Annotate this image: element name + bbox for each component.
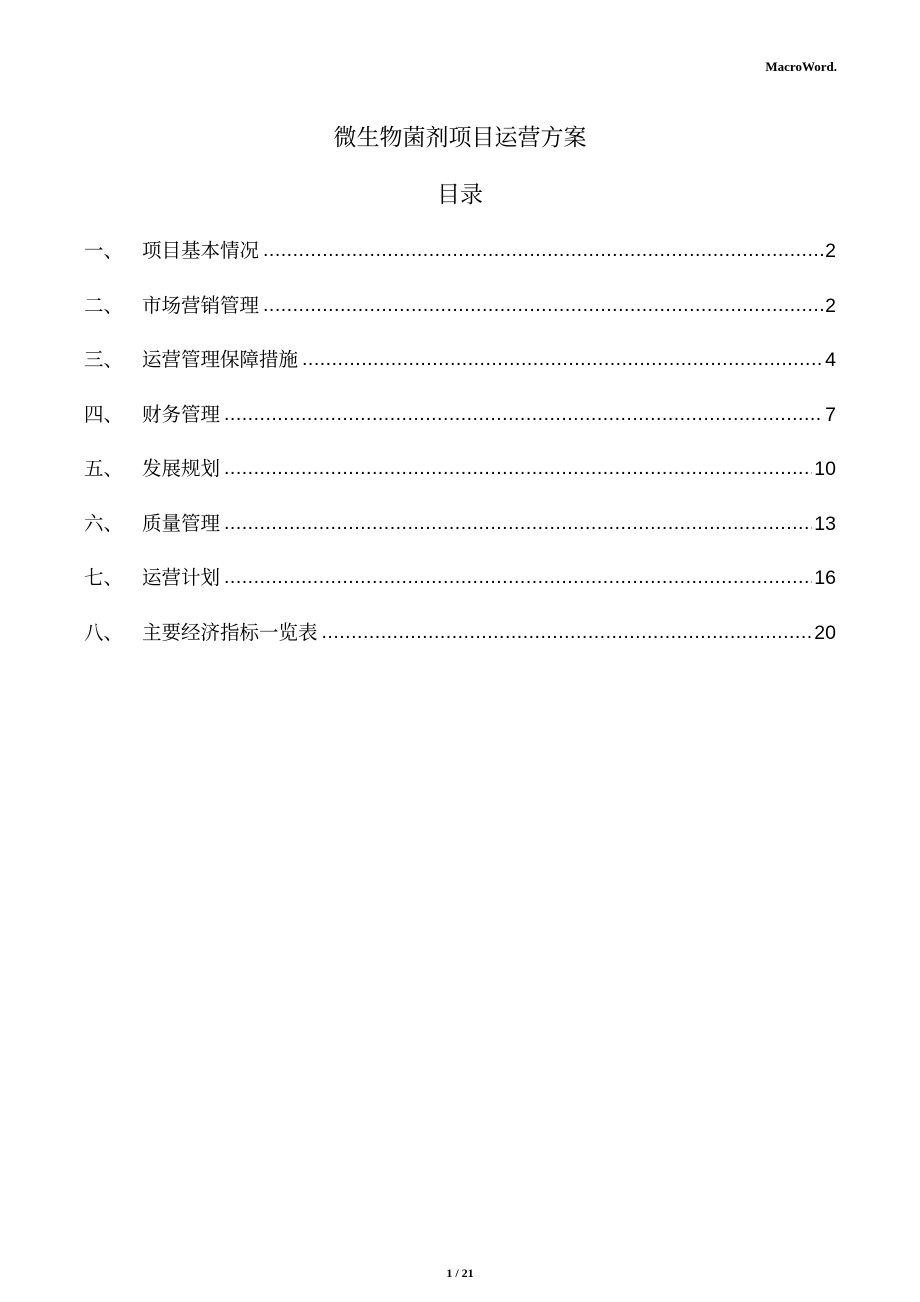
toc-entry-number: 六、 <box>84 511 124 535</box>
toc-dot-leader <box>322 616 813 648</box>
document-title: 微生物菌剂项目运营方案 <box>333 125 587 151</box>
toc-dot-leader <box>302 343 823 375</box>
toc-entry-page: 16 <box>814 567 836 589</box>
toc-entry[interactable] <box>84 235 836 290</box>
toc-entry-number: 八、 <box>84 620 124 644</box>
toc-entry-label: 财务管理 <box>142 402 221 426</box>
toc-dot-leader <box>263 234 823 266</box>
toc-dot-leader <box>224 452 812 484</box>
page-indicator: 1 / 21 <box>446 1266 474 1280</box>
toc-entry-label: 发展规划 <box>142 457 221 480</box>
toc-entry-page: 10 <box>814 458 836 480</box>
toc-entry-number: 五、 <box>84 457 124 480</box>
toc-entry-page: 2 <box>825 240 836 262</box>
toc-entry[interactable] <box>84 344 836 399</box>
toc-dot-leader <box>224 561 812 593</box>
toc-dot-leader <box>263 289 823 321</box>
toc-entry-label: 市场营销管理 <box>142 293 260 317</box>
toc-entry-page: 4 <box>825 349 836 371</box>
toc-entry-number: 二、 <box>84 293 124 317</box>
table-of-contents <box>84 235 836 671</box>
toc-dot-leader <box>224 398 823 430</box>
toc-entry[interactable] <box>84 617 836 672</box>
toc-entry-label: 运营管理保障措施 <box>142 348 299 371</box>
toc-entry-page: 20 <box>814 621 836 644</box>
toc-entry-number: 四、 <box>84 402 124 426</box>
toc-entry-label: 项目基本情况 <box>142 239 260 262</box>
toc-entry-page: 13 <box>814 512 836 535</box>
toc-entry[interactable] <box>84 290 836 345</box>
header-brand: MacroWord. <box>765 59 837 74</box>
toc-heading: 目录 <box>437 182 483 208</box>
toc-entry[interactable] <box>84 453 836 508</box>
toc-entry[interactable] <box>84 508 836 563</box>
toc-entry-label: 质量管理 <box>142 511 221 535</box>
toc-entry-number: 一、 <box>84 239 124 262</box>
toc-entry[interactable] <box>84 562 836 617</box>
toc-entry-page: 2 <box>825 294 836 317</box>
toc-entry-number: 七、 <box>84 566 124 589</box>
toc-entry-label: 运营计划 <box>142 566 221 589</box>
toc-dot-leader <box>224 507 812 539</box>
toc-entry[interactable] <box>84 399 836 454</box>
toc-entry-page: 7 <box>825 403 836 426</box>
toc-entry-label: 主要经济指标一览表 <box>142 620 318 644</box>
toc-entry-number: 三、 <box>84 348 124 371</box>
